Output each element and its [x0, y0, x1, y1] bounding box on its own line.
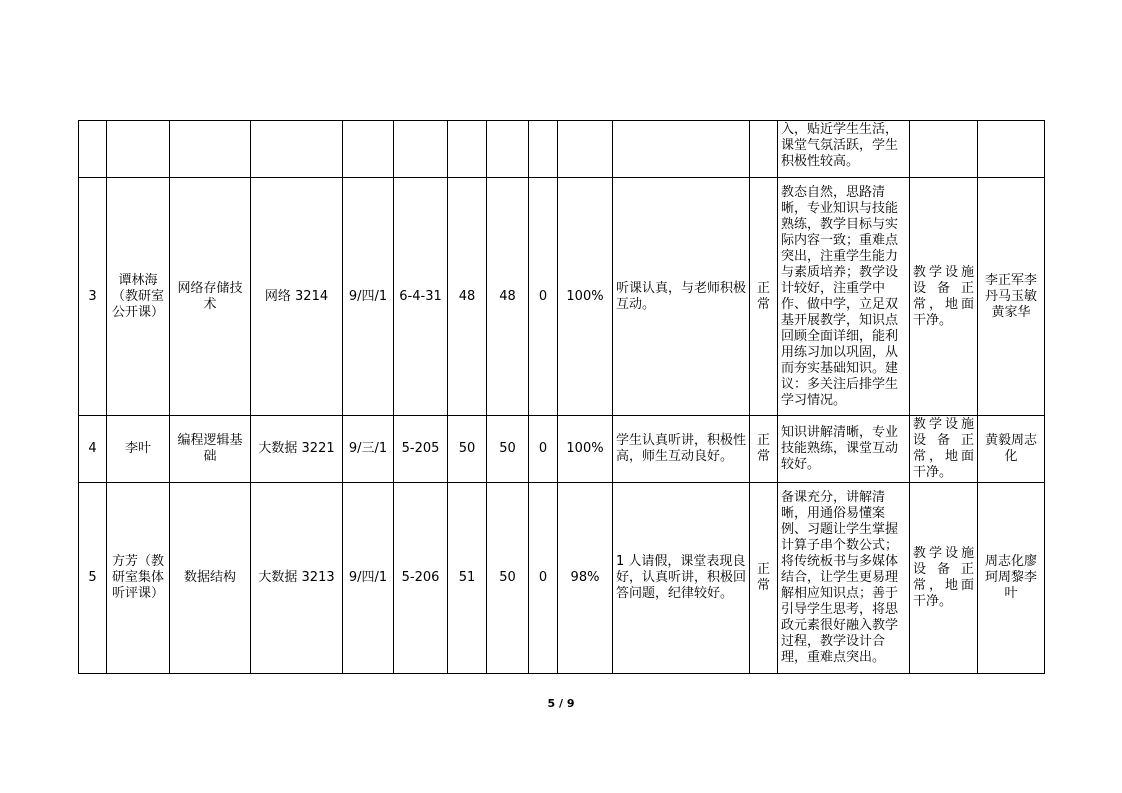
actual-count-cell — [487, 121, 529, 178]
course-cell: 数据结构 — [170, 483, 251, 674]
attendance-rate-cell — [558, 121, 613, 178]
teacher-cell: 谭林海（教研室公开课） — [107, 178, 170, 416]
class-cell: 大数据 3221 — [251, 416, 343, 483]
room-cell: 5-206 — [394, 483, 448, 674]
order-cell: 正常 — [750, 483, 778, 674]
actual-count-cell: 50 — [487, 416, 529, 483]
class-cell — [251, 121, 343, 178]
inspectors-cell: 李正军李丹马玉敏黄家华 — [978, 178, 1045, 416]
course-cell: 编程逻辑基础 — [170, 416, 251, 483]
actual-count-cell: 48 — [487, 178, 529, 416]
teaching-evaluation-cell: 知识讲解清晰，专业技能熟练，课堂互动较好。 — [778, 416, 910, 483]
table-row — [79, 416, 1045, 483]
class-cell: 大数据 3213 — [251, 483, 343, 674]
row-number: 3 — [79, 178, 107, 416]
facility-cell: 教学设施设备正常，地面干净。 — [910, 178, 978, 416]
student-evaluation-cell: 1 人请假，课堂表现良好，认真听讲，积极回答问题，纪律较好。 — [613, 483, 750, 674]
actual-count-cell: 50 — [487, 483, 529, 674]
inspection-table — [78, 120, 1045, 674]
absent-count-cell — [529, 121, 558, 178]
attendance-rate-cell: 98% — [558, 483, 613, 674]
expected-count-cell: 51 — [448, 483, 487, 674]
table-row — [79, 178, 1045, 416]
inspectors-cell: 黄毅周志化 — [978, 416, 1045, 483]
absent-count-cell: 0 — [529, 416, 558, 483]
teaching-evaluation-cell: 入，贴近学生生活，课堂气氛活跃，学生积极性较高。 — [778, 121, 910, 178]
teaching-evaluation-cell: 备课充分，讲解清晰，用通俗易懂案例、习题让学生掌握计算子串个数公式；将传统板书与多媒体结合，让学生更易理解相应知识点；善于引导学生思考，将思政元素很好融入教学过程，教学设计合理，重难点突出。 — [778, 483, 910, 674]
facility-cell: 教学设施设备正常，地面干净。 — [910, 483, 978, 674]
attendance-rate-cell: 100% — [558, 416, 613, 483]
expected-count-cell — [448, 121, 487, 178]
room-cell: 5-205 — [394, 416, 448, 483]
expected-count-cell: 48 — [448, 178, 487, 416]
row-number — [79, 121, 107, 178]
teaching-evaluation-cell: 教态自然，思路清晰，专业知识与技能熟练，教学目标与实际内容一致；重难点突出，注重学生能力与素质培养；教学设计较好，注重学中作、做中学，立足双基开展教学，知识点回顾全面详细，能利用练习加以巩固，从而夯实基础知识。建议：多关注后排学生学习情况。 — [778, 178, 910, 416]
room-cell: 6-4-31 — [394, 178, 448, 416]
date-cell: 9/三/1 — [343, 416, 394, 483]
absent-count-cell: 0 — [529, 178, 558, 416]
date-cell: 9/四/1 — [343, 483, 394, 674]
course-cell — [170, 121, 251, 178]
course-cell: 网络存储技术 — [170, 178, 251, 416]
teacher-cell: 方芳（教研室集体听评课） — [107, 483, 170, 674]
room-cell — [394, 121, 448, 178]
facility-cell — [910, 121, 978, 178]
student-evaluation-cell: 学生认真听讲，积极性高，师生互动良好。 — [613, 416, 750, 483]
class-cell: 网络 3214 — [251, 178, 343, 416]
absent-count-cell: 0 — [529, 483, 558, 674]
teacher-cell: 李叶 — [107, 416, 170, 483]
attendance-rate-cell: 100% — [558, 178, 613, 416]
student-evaluation-cell — [613, 121, 750, 178]
teacher-cell — [107, 121, 170, 178]
order-cell — [750, 121, 778, 178]
student-evaluation-cell: 听课认真，与老师积极互动。 — [613, 178, 750, 416]
order-cell: 正常 — [750, 416, 778, 483]
row-number: 4 — [79, 416, 107, 483]
row-number: 5 — [79, 483, 107, 674]
order-cell: 正常 — [750, 178, 778, 416]
inspectors-cell: 周志化廖珂周黎李叶 — [978, 483, 1045, 674]
facility-cell: 教学设施设备正常，地面干净。 — [910, 416, 978, 483]
table-row — [79, 121, 1045, 178]
table-row — [79, 483, 1045, 674]
page-number: 5 / 9 — [547, 697, 575, 710]
date-cell — [343, 121, 394, 178]
expected-count-cell: 50 — [448, 416, 487, 483]
date-cell: 9/四/1 — [343, 178, 394, 416]
inspectors-cell — [978, 121, 1045, 178]
